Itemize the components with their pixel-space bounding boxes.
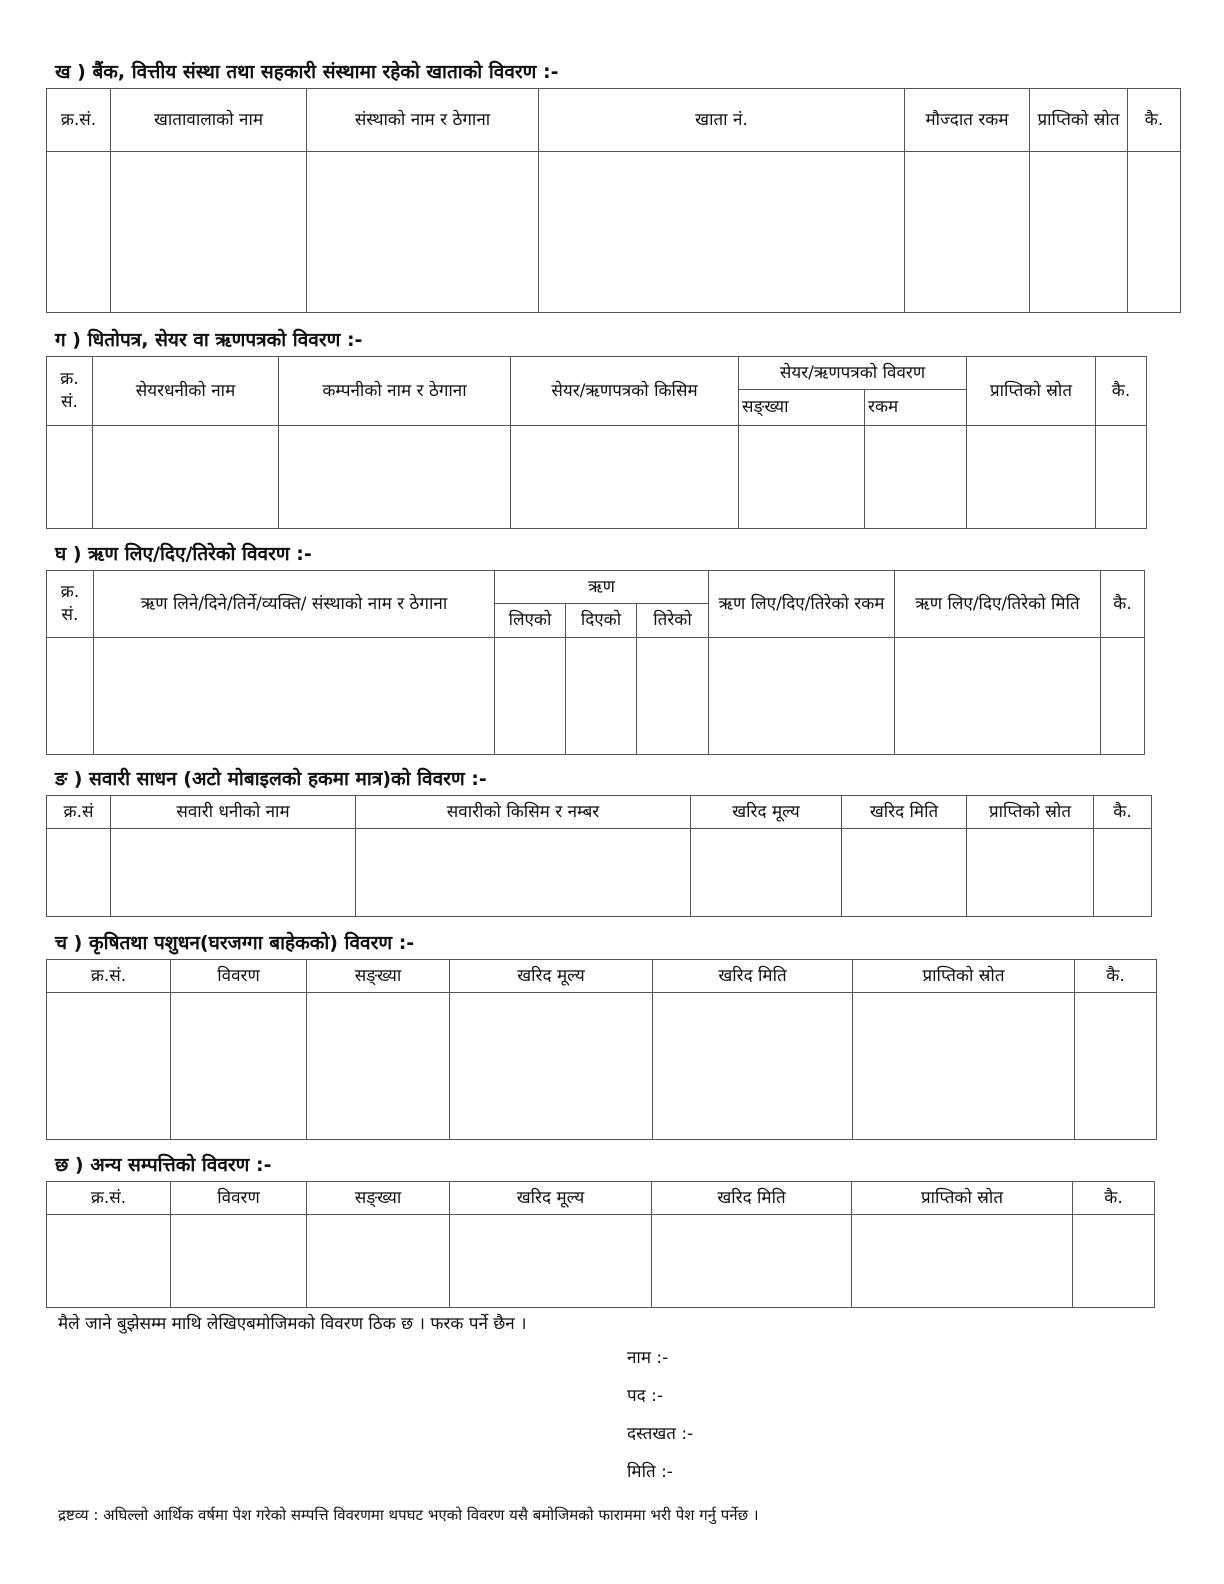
header-remarks: कै. — [1096, 357, 1147, 426]
declaration-text: मैले जाने बुझेसम्म माथि लेखिएबमोजिमको विवरण ठिक छ । फरक पर्ने छैन । — [58, 1314, 527, 1334]
signature-post-field[interactable]: पद :- — [627, 1386, 663, 1406]
cell[interactable] — [450, 993, 653, 1140]
header-source: प्राप्तिको स्रोत — [967, 357, 1096, 426]
cell[interactable] — [853, 993, 1075, 1140]
cell[interactable] — [709, 638, 895, 755]
table-row — [47, 426, 1147, 529]
section-ga-title: ग ) धितोपत्र, सेयर वा ऋणपत्रको विवरण :- — [55, 329, 363, 351]
cell[interactable] — [511, 426, 739, 529]
cell[interactable] — [47, 1215, 171, 1308]
cell[interactable] — [495, 638, 566, 755]
cell[interactable] — [1075, 993, 1157, 1140]
bank-accounts-table — [46, 88, 1181, 313]
header-serial: क्र.सं. — [47, 1182, 171, 1215]
section-cha-title: च ) कृषितथा पशुधन(घरजग्गा बाहेकको) विवरण :- — [55, 932, 415, 954]
subheader-amount: रकम — [865, 390, 967, 426]
cell[interactable] — [566, 638, 637, 755]
cell[interactable] — [865, 426, 967, 529]
header-purchase-date: खरिद मिति — [842, 796, 967, 829]
header-account-number: खाता नं. — [539, 89, 905, 152]
cell[interactable] — [307, 152, 539, 313]
cell[interactable] — [1073, 1215, 1155, 1308]
table-row — [47, 829, 1152, 917]
cell[interactable] — [47, 426, 93, 529]
header-serial: क्र. सं. — [47, 357, 93, 426]
table-row — [47, 638, 1145, 755]
header-shareholder: सेयरधनीको नाम — [93, 357, 279, 426]
cell[interactable] — [739, 426, 865, 529]
subheader-given: दिएको — [566, 604, 637, 638]
header-source: प्राप्तिको स्रोत — [852, 1182, 1073, 1215]
header-purchase-date: खरिद मिति — [652, 1182, 852, 1215]
cell[interactable] — [47, 638, 94, 755]
cell[interactable] — [47, 829, 111, 917]
cell[interactable] — [852, 1215, 1073, 1308]
header-purchase-date: खरिद मिति — [653, 960, 853, 993]
header-loan: ऋण — [495, 571, 709, 604]
cell[interactable] — [111, 152, 307, 313]
cell[interactable] — [94, 638, 495, 755]
cell[interactable] — [1094, 829, 1152, 917]
section-gha-title: घ ) ऋण लिए/दिए/तिरेको विवरण :- — [55, 543, 312, 565]
header-institution: संस्थाको नाम र ठेगाना — [307, 89, 539, 152]
cell[interactable] — [895, 638, 1101, 755]
header-price: खरिद मूल्य — [450, 960, 653, 993]
cell[interactable] — [171, 1215, 307, 1308]
cell[interactable] — [1128, 152, 1181, 313]
section-chha-title: छ ) अन्य सम्पत्तिको विवरण :- — [55, 1154, 272, 1176]
header-remarks: कै. — [1075, 960, 1157, 993]
cell[interactable] — [450, 1215, 652, 1308]
cell[interactable] — [47, 152, 111, 313]
footnote: द्रष्टव्य : अघिल्लो आर्थिक वर्षमा पेश गरेको सम्पत्ति विवरणमा थपघट भएको विवरण यसै बमोजिमको फाराममा भरी पेश गर्नु पर्नेछ । — [58, 1506, 759, 1524]
securities-table — [46, 356, 1147, 529]
header-remarks: कै. — [1073, 1182, 1155, 1215]
cell[interactable] — [47, 993, 171, 1140]
cell[interactable] — [356, 829, 691, 917]
header-remarks: कै. — [1094, 796, 1152, 829]
header-party-name: ऋण लिने/दिने/तिर्ने/व्यक्ति/ संस्थाको नाम र ठेगाना — [94, 571, 495, 638]
header-source: प्राप्तिको स्रोत — [967, 796, 1094, 829]
signature-sign-field[interactable]: दस्तखत :- — [627, 1424, 694, 1444]
cell[interactable] — [171, 993, 307, 1140]
subheader-quantity: सङ्ख्या — [739, 390, 865, 426]
cell[interactable] — [307, 1215, 450, 1308]
cell[interactable] — [653, 993, 853, 1140]
header-account-holder: खातावालाको नाम — [111, 89, 307, 152]
cell[interactable] — [842, 829, 967, 917]
header-serial: क्र. सं. — [47, 571, 94, 638]
header-quantity: सङ्ख्या — [307, 1182, 450, 1215]
agriculture-table — [46, 959, 1157, 1140]
header-serial: क्र.सं — [47, 796, 111, 829]
section-kha-title: ख ) बैंक, वित्तीय संस्था तथा सहकारी संस्थामा रहेको खाताको विवरण :- — [55, 61, 559, 83]
header-loan-amount: ऋण लिए/दिए/तिरेको रकम — [709, 571, 895, 638]
cell[interactable] — [279, 426, 511, 529]
header-source: प्राप्तिको स्रोत — [1030, 89, 1128, 152]
cell[interactable] — [637, 638, 709, 755]
header-company: कम्पनीको नाम र ठेगाना — [279, 357, 511, 426]
table-row — [47, 1215, 1155, 1308]
cell[interactable] — [307, 993, 450, 1140]
table-row — [47, 152, 1181, 313]
cell[interactable] — [652, 1215, 852, 1308]
subheader-taken: लिएको — [495, 604, 566, 638]
header-price: खरिद मूल्य — [691, 796, 842, 829]
cell[interactable] — [967, 426, 1096, 529]
cell[interactable] — [905, 152, 1030, 313]
cell[interactable] — [967, 829, 1094, 917]
header-description: विवरण — [171, 1182, 307, 1215]
section-nga-title: ङ ) सवारी साधन (अटो मोबाइलको हकमा मात्र)को विवरण :- — [55, 768, 487, 790]
header-remarks: कै. — [1101, 571, 1145, 638]
header-source: प्राप्तिको स्रोत — [853, 960, 1075, 993]
vehicles-table — [46, 795, 1152, 917]
header-serial: क्र.सं. — [47, 960, 171, 993]
header-owner: सवारी धनीको नाम — [111, 796, 356, 829]
header-balance: मौज्दात रकम — [905, 89, 1030, 152]
header-share-type: सेयर/ऋणपत्रको किसिम — [511, 357, 739, 426]
cell[interactable] — [1096, 426, 1147, 529]
cell[interactable] — [93, 426, 279, 529]
other-assets-table — [46, 1181, 1155, 1308]
cell[interactable] — [1101, 638, 1145, 755]
header-quantity: सङ्ख्या — [307, 960, 450, 993]
header-remarks: कै. — [1128, 89, 1181, 152]
cell[interactable] — [111, 829, 356, 917]
cell[interactable] — [691, 829, 842, 917]
cell[interactable] — [1030, 152, 1128, 313]
header-vehicle-type: सवारीको किसिम र नम्बर — [356, 796, 691, 829]
header-serial: क्र.सं. — [47, 89, 111, 152]
table-row — [47, 993, 1157, 1140]
header-share-details: सेयर/ऋणपत्रको विवरण — [739, 357, 967, 390]
cell[interactable] — [539, 152, 905, 313]
header-price: खरिद मूल्य — [450, 1182, 652, 1215]
header-loan-date: ऋण लिए/दिए/तिरेको मिति — [895, 571, 1101, 638]
signature-name-field[interactable]: नाम :- — [627, 1348, 669, 1368]
signature-date-field[interactable]: मिति :- — [627, 1462, 673, 1482]
subheader-repaid: तिरेको — [637, 604, 709, 638]
loans-table — [46, 570, 1145, 755]
header-description: विवरण — [171, 960, 307, 993]
